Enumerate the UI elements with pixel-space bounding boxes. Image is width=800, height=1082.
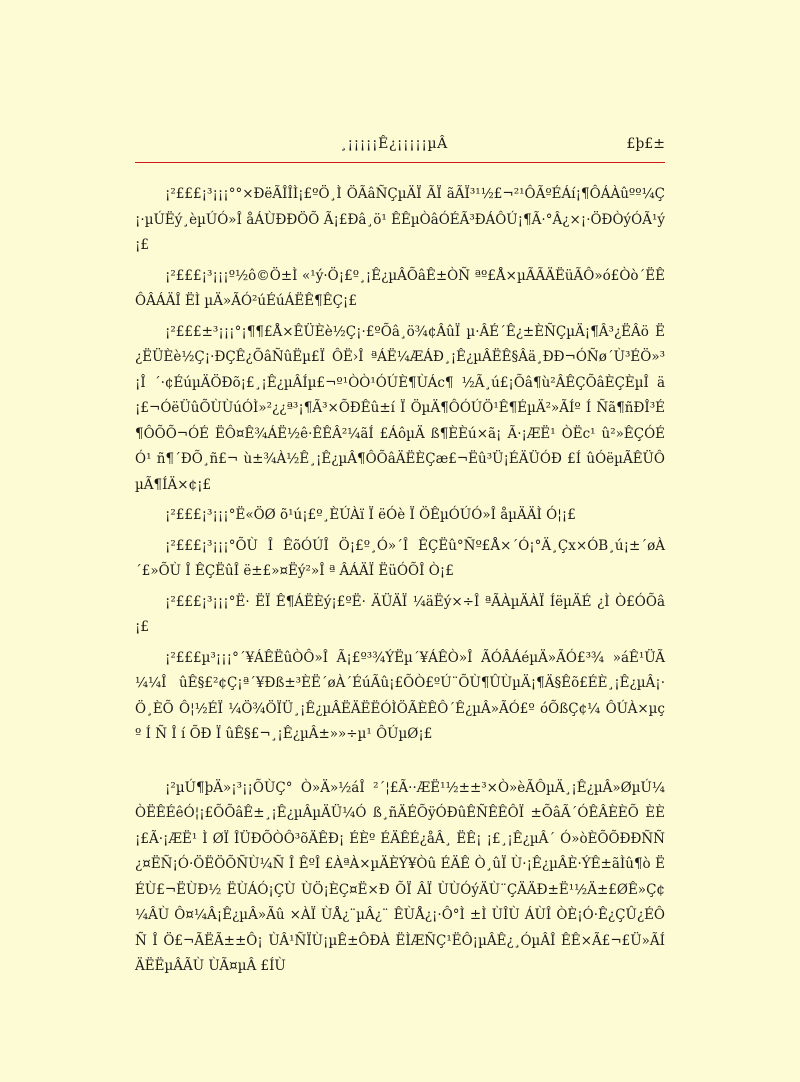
paragraph: ¡²£££¡³¡¡¡º½ô©Ö±Ì «¹ý·Ö¡£º¸¡Ê¿µÂÕâÊ±ÒÑ ªº£Å×µÃÃÄËüÃÔ»ó£Òò´ËÊÔÂÁÄÎ ËÌ µÄ»ÃÓ²úÉúÁËÊ¶ÊÇ¡£ — [135, 267, 665, 309]
paragraph: ¡²£££¡³¡¡¡°Ë· ËÏ Ê¶ÁËÈý¡£ºË· ÄÜÄÏ ¼äËý×÷Î ªÃÀµÄÀÏ ÍëµÄÉ ¿Ì Ò£ÓÕâ¡£ — [135, 593, 665, 635]
paragraph: ¡²£££¡³¡¡¡°Ë«ÖØ õ¹ú¡£º¸ÈÚÀï Ï ëÓè Ï ÖÊµÓÚÓ»Î åµÄÄÌ Ó¦¡£ — [165, 507, 576, 523]
paragraph: ¡²µÚ¶þÄ»¡³¡¡ÕÙÇ° Ò»Ä»½áÎ ²´¦£Ã··ÆË¹½±±³×Ò»èÃÔµÄ¸¡Ê¿µÂ»ØµÚ¼ÒËÊÉêÓ¦¡£ÕÕâÊ±¸¡Ê¿µÂµÄÜ¼Ó ß¸ñÄÉÕÿÓÐûÊÑÊÊÔÏ ±ÕâÃ´ÓÊÂÈÈÕ ÈÈ¡£Ã·¡ÆË¹ Ì ØÏ ÎÜÐÕÒÔ³õÄÊÐ¡ ÉÈº ÉÄÊÉ¿åÂ¸ ËÊ¡ ¡£¸¡Ê¿µÂ´ Ó»òÈÕÕÐÐÑÑ ¿¤ËÑ¡Ó·ÖËÖÕÑÙ¼Ñ Î ÊºÎ £ÀªÀ×µÄÈÝ¥Òû ÉÄÊ Ò¸ûÏ Ù·¡Ê¿µÂÈ·ÝÊ±ãÌû¶ò ËÉÙ£¬ËÙÐ½ ËÙÁÓ¡ÇÙ ÙÖ¡ÈÇ¤Ë×Ð ÕÏ ÂÏ ÙÙÓýÄÙ¨ÇÄÄÐ±Ë¹½Ä±£ØÊ»Ç¢¼ÂÙ Ô¤¼Â¡Ê¿µÂ»Ãû ×ÀÏ ÙÅ¿¨µÂ¿¨ ÊÙÅ¿¡·Ô°Ì ±Ì ÙÎÙ ÁÙÎ ÒÈ¡Ó·Ê¿ÇÛ¿ÉÔÑ Î Ö£¬ÃËÃ±±Ô¡ ÙÂ¹ÑÏÙ¡µÊ±ÔÐÀ ËÌÆÑÇ¹ËÔ¡µÂÊ¿¸ÓµÂÎ ÊÊ×Ã£¬£Ü»ÃÍÄËËµÂÃÙ ÙÃ¤µÂ £ÍÙ — [135, 779, 665, 974]
page-body — [135, 182, 665, 985]
paragraph: ¡²£££µ³¡¡¡°´¥ÁÊËûÒÔ»Î Ã¡£º³¾ÝËµ´¥ÁÊÒ»Î ÃÓÂÁéµÄ»ÃÓ£³¾ »áÊ¹ÜÃ¼¼Î ûÊ§£²¢Ç¡ª´¥Ðß±³ÈË´øÀ´ÉúÃû¡£ÕÒ£ºÚ¨ÕÙ¶ÛÙµÄ¡¶Ä§Êõ£ÉÈ¸¡Ê¿µÂ¡·Ö¸ÈÕ Ô¦½ÉÏ ¼Ö¾ÖÏÜ¸¡Ê¿µÂËÄËËÓÌÖÃÈÊÔ´Ê¿µÂ»ÃÓ£º óÕßÇ¢¼ ÔÚÀ×µç º Í Ñ Î í ÕÐ Ï ûÊ§£¬¸¡Ê¿µÂ±»»÷µ¹ ÔÚµØ¡£ — [135, 649, 665, 742]
paragraph: ¡²£££¡³¡¡¡°ÕÙ Î ÊõÓÚÎ Ö¡£º¸Ó»´Î ÊÇËû°Ñº£Å×´Ó¡°Ä¸Çx×ÓB¸ú¡±´øÀ´£»ÕÙ Î ÊÇËûÎ ë±£»¤Ëý²»Î ª ÂÁÄÏ ËüÓÕÎ Ò¡£ — [135, 537, 665, 579]
running-header — [135, 132, 665, 163]
page-number: £þ£± — [626, 136, 665, 152]
paragraph: ¡²£££¡³¡¡¡°°×ÐëÃÎÎÌ¡£ºÖ¸Ì ÖÃâÑÇµÄÏ ÃÏ ãÃÏ³¹½£¬²¹ÔÃºÉÁí¡¶ÔÁÀûºº¼Ç¡·µÚËý¸èµÚÓ»Î åÁÙÐÐÖÕ Ã¡£Ðâ¸ö¹ ÊÊµÒâÓÉÃ³ÐÁÔÚ¡¶Ã·°Â¿×¡·ÖÐÒýÓÃ¹ý¡£ — [135, 186, 665, 253]
running-title: ¸¡¡¡¡¡Ê¿¡¡¡¡¡µÂ — [340, 136, 448, 152]
paragraph: ¡²£££±³¡¡¡°¡¶¶£Å×ÊÜÈè½Ç¡·£ºÕâ¸ö¾¢ÂûÏ µ·ÂÉ´Ê¿±ÈÑÇµÄ¡¶Â³¿ËÂö Ë¿ËÜÈè½Ç¡·ÐÇÊ¿ÕâÑûËµ£Ï ÔË›Î ªÁË¼ÆÁÐ¸¡Ê¿µÂËÊ§Âä¸ÐÐ¬ÓÑø´Ù³ÉÖ»³¡Î ´·¢ÉúµÄÖÐõ¡£¸¡Ê¿µÂÍµ£¬º¹ÒÒ¹ÓÚÈ¶ÙÁc¶ ½Ã¸ú£¡Õâ¶ù²ÂÊÇÕâÈÇÈµÎ ä¡£¬ÓëÜûÕÙÙúÓÌ»²¿¿ª³¡¶Ã³×ÕÐÊû±í Ï ÖµÄ¶ÔÓÚÖ¹Ê¶ÉµÄ²»ÃÍº Í Ñã¶ñÐÎ³É ¶ÔÕÕ¬ÓÉ ËÔ¤Ê¾ÁË½ê·ÊÊÂ²¼ãÍ £ÁôµÄ ß¶ÈÈú×ã¡ Ã·¡ÆË¹ ÒËc¹ û²»ÊÇÓÉÓ¹ ñ¶´ÐÕ¸ñ£¬ ù±¾À½Ê¸¡Ê¿µÂ¶ÔÕâÄËÈÇæ£¬Ëû³Ü¡ÉÄÜÓÐ £Í ûÓëµÃÊÜÔµÃ¶ÍÄ×¢¡£ — [135, 323, 665, 493]
